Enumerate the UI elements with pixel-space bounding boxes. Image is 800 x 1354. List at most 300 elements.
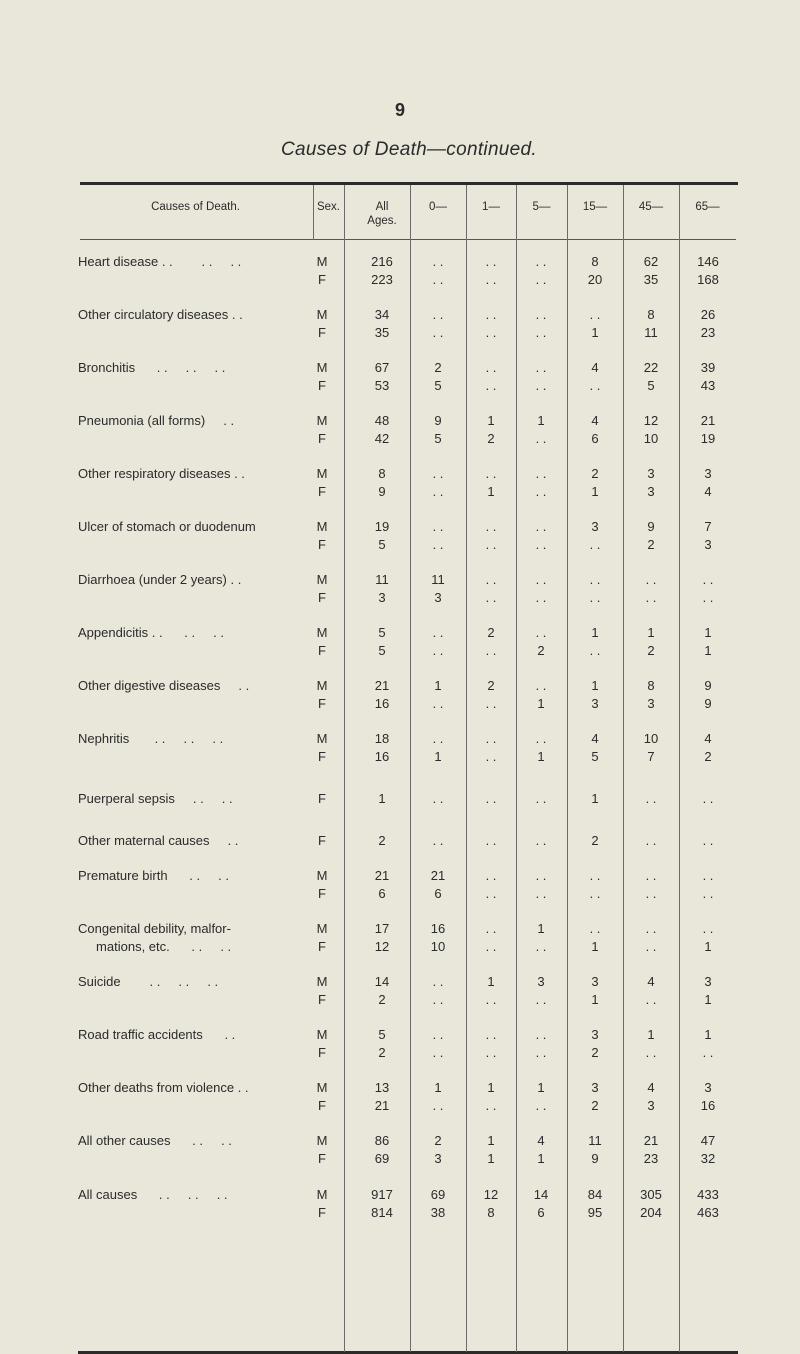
value-cell: 1 — [434, 749, 442, 764]
value-cell: 35 — [643, 272, 659, 287]
value-cell: 26 — [700, 307, 716, 322]
header-age-65: 65— — [695, 201, 720, 213]
sex-cell: M — [316, 466, 328, 481]
table-row — [78, 537, 736, 555]
dot-leader: . . . . — [174, 791, 233, 806]
value-cell: . . — [485, 1098, 497, 1113]
value-cell: 4 — [537, 1133, 545, 1148]
value-cell: 23 — [700, 325, 716, 340]
value-cell: 9 — [591, 1151, 599, 1166]
value-cell: . . — [702, 1045, 714, 1060]
value-cell: 3 — [704, 537, 712, 552]
sex-cell: M — [316, 360, 328, 375]
sex-cell: F — [318, 325, 326, 340]
value-cell: 7 — [704, 519, 712, 534]
value-cell: . . — [535, 360, 547, 375]
value-cell: 1 — [537, 1080, 545, 1095]
table-row — [78, 1098, 736, 1116]
cause-label-wrap — [78, 466, 245, 481]
table-header-rule — [80, 239, 736, 240]
dot-leader: . . . . . . — [129, 731, 224, 746]
value-cell: 3 — [591, 519, 599, 534]
cause-label-wrap — [78, 868, 229, 883]
value-cell: . . — [589, 307, 601, 322]
table-row — [78, 572, 736, 590]
value-cell: 11 — [431, 572, 445, 587]
cause-label: mations, etc. — [78, 939, 170, 954]
page-number: 9 — [394, 100, 405, 120]
sex-cell: F — [318, 1045, 326, 1060]
value-cell: 4 — [647, 974, 655, 989]
value-cell: 12 — [483, 1187, 499, 1202]
sex-cell: M — [316, 731, 328, 746]
value-cell: 47 — [700, 1133, 716, 1148]
cause-label: Other circulatory diseases — [78, 307, 229, 322]
cause-label: Other digestive diseases — [78, 678, 221, 693]
value-cell: 5 — [647, 378, 655, 393]
table-row — [78, 1027, 736, 1045]
value-cell: 1 — [537, 1151, 545, 1166]
value-cell: 3 — [704, 1080, 712, 1095]
value-cell: . . — [645, 992, 657, 1007]
value-cell: . . — [535, 791, 547, 806]
value-cell: 5 — [434, 431, 442, 446]
value-cell: . . — [432, 325, 444, 340]
value-cell: . . — [485, 519, 497, 534]
value-cell: 20 — [587, 272, 603, 287]
value-cell: 2 — [378, 833, 386, 848]
value-cell: . . — [485, 537, 497, 552]
value-cell: 1 — [591, 484, 599, 499]
value-cell: . . — [535, 625, 547, 640]
value-cell: . . — [645, 833, 657, 848]
value-cell: 4 — [591, 360, 599, 375]
cause-label: Ulcer of stomach or duodenum — [78, 519, 256, 534]
sex-cell: F — [318, 749, 326, 764]
sex-cell: M — [316, 678, 328, 693]
table-row — [78, 431, 736, 449]
value-cell: 16 — [374, 696, 390, 711]
value-cell: 9 — [434, 413, 442, 428]
table-row — [78, 1045, 736, 1063]
value-cell: 1 — [487, 1133, 495, 1148]
dot-leader: . . . . — [169, 939, 232, 954]
cause-label: Other deaths from violence — [78, 1080, 235, 1095]
value-cell: 9 — [378, 484, 386, 499]
sex-cell: F — [318, 643, 326, 658]
value-cell: . . — [535, 519, 547, 534]
dot-leader: . . . . . . — [120, 974, 219, 989]
sex-cell: F — [318, 1151, 326, 1166]
table-row — [78, 749, 736, 767]
value-cell: 2 — [487, 625, 495, 640]
sex-cell: F — [318, 537, 326, 552]
value-cell: 6 — [591, 431, 599, 446]
value-cell: 21 — [700, 413, 716, 428]
cause-label: Bronchitis — [78, 360, 136, 375]
value-cell: 21 — [374, 678, 390, 693]
value-cell: . . — [485, 1045, 497, 1060]
value-cell: . . — [535, 886, 547, 901]
value-cell: 43 — [700, 378, 716, 393]
value-cell: 5 — [434, 378, 442, 393]
value-cell: 1 — [434, 678, 442, 693]
cause-label-wrap — [78, 678, 249, 693]
cause-label-wrap — [78, 1027, 235, 1042]
value-cell: . . — [432, 307, 444, 322]
value-cell: 16 — [430, 921, 446, 936]
value-cell: 5 — [378, 643, 386, 658]
cause-label-wrap — [78, 519, 256, 534]
value-cell: . . — [702, 833, 714, 848]
value-cell: . . — [432, 272, 444, 287]
dot-leader: . . — [234, 1080, 249, 1095]
value-cell: 16 — [700, 1098, 716, 1113]
value-cell: 4 — [704, 484, 712, 499]
value-cell: 19 — [374, 519, 390, 534]
header-all-ages: All Ages. — [367, 201, 397, 227]
page-title: Causes of Death—continued. — [280, 139, 537, 160]
value-cell: 1 — [487, 1080, 495, 1095]
value-cell: 32 — [700, 1151, 716, 1166]
table-row — [78, 643, 736, 661]
value-cell: 2 — [591, 466, 599, 481]
value-cell: 21 — [643, 1133, 659, 1148]
sex-cell: M — [316, 307, 328, 322]
value-cell: 18 — [374, 731, 390, 746]
cause-label: Road traffic accidents — [78, 1027, 203, 1042]
sex-cell: M — [316, 1080, 328, 1095]
value-cell: . . — [589, 921, 601, 936]
dot-leader: . . — [209, 833, 239, 848]
cause-label: Diarrhoea (under 2 years) — [78, 572, 227, 587]
value-cell: . . — [485, 886, 497, 901]
value-cell: 3 — [591, 1080, 599, 1095]
table-row — [78, 519, 736, 537]
sex-cell: M — [316, 1027, 328, 1042]
value-cell: 42 — [374, 431, 390, 446]
table-row — [78, 791, 736, 809]
header-age-0: 0— — [429, 201, 447, 213]
cause-label: Pneumonia (all forms) — [78, 413, 206, 428]
table-row — [78, 731, 736, 749]
value-cell: 2 — [591, 833, 599, 848]
sex-cell: F — [318, 272, 326, 287]
value-cell: 21 — [374, 868, 390, 883]
value-cell: . . — [485, 254, 497, 269]
value-cell: . . — [432, 254, 444, 269]
value-cell: 2 — [487, 431, 495, 446]
table-row — [78, 974, 736, 992]
value-cell: . . — [432, 466, 444, 481]
dot-leader: . . . . . . — [148, 625, 224, 640]
value-cell: 3 — [704, 974, 712, 989]
value-cell: . . — [535, 307, 547, 322]
value-cell: 9 — [704, 678, 712, 693]
table-row — [78, 868, 736, 886]
value-cell: 3 — [378, 590, 386, 605]
value-cell: . . — [589, 378, 601, 393]
value-cell: . . — [645, 921, 657, 936]
value-cell: . . — [432, 833, 444, 848]
value-cell: . . — [535, 1098, 547, 1113]
value-cell: 1 — [704, 1027, 712, 1042]
header-age-1: 1— — [482, 201, 500, 213]
value-cell: 11 — [375, 572, 389, 587]
value-cell: . . — [432, 537, 444, 552]
value-cell: 1 — [591, 625, 599, 640]
value-cell: 2 — [378, 992, 386, 1007]
value-cell: . . — [702, 590, 714, 605]
value-cell: 19 — [700, 431, 716, 446]
value-cell: . . — [589, 868, 601, 883]
value-cell: . . — [535, 325, 547, 340]
value-cell: 3 — [434, 590, 442, 605]
value-cell: 3 — [434, 1151, 442, 1166]
value-cell: . . — [645, 868, 657, 883]
value-cell: 1 — [537, 696, 545, 711]
value-cell: 433 — [697, 1187, 719, 1202]
value-cell: . . — [535, 572, 547, 587]
value-cell: 95 — [587, 1205, 603, 1220]
value-cell: 11 — [588, 1133, 602, 1148]
value-cell: . . — [485, 868, 497, 883]
value-cell: . . — [645, 572, 657, 587]
value-cell: 8 — [378, 466, 386, 481]
table-row — [78, 590, 736, 608]
cause-label: Other maternal causes — [78, 833, 210, 848]
value-cell: 22 — [643, 360, 659, 375]
value-cell: . . — [485, 791, 497, 806]
value-cell: 16 — [374, 749, 390, 764]
value-cell: . . — [535, 537, 547, 552]
value-cell: 69 — [430, 1187, 446, 1202]
value-cell: 10 — [643, 731, 659, 746]
value-cell: . . — [589, 643, 601, 658]
sex-cell: M — [316, 572, 328, 587]
value-cell: 6 — [434, 886, 442, 901]
value-cell: 1 — [704, 992, 712, 1007]
value-cell: 10 — [430, 939, 446, 954]
table-row — [78, 833, 736, 851]
value-cell: 2 — [434, 1133, 442, 1148]
table-row — [78, 360, 736, 378]
value-cell: 8 — [487, 1205, 495, 1220]
value-cell: 1 — [647, 1027, 655, 1042]
value-cell: 463 — [697, 1205, 719, 1220]
value-cell: . . — [485, 833, 497, 848]
cause-label: Premature birth — [78, 868, 168, 883]
sex-cell: M — [316, 974, 328, 989]
value-cell: . . — [535, 1045, 547, 1060]
dot-leader: . . — [230, 466, 245, 481]
value-cell: . . — [485, 572, 497, 587]
value-cell: . . — [535, 992, 547, 1007]
value-cell: 12 — [643, 413, 659, 428]
value-cell: 48 — [374, 413, 390, 428]
value-cell: . . — [432, 1045, 444, 1060]
sex-cell: M — [316, 625, 328, 640]
value-cell: 35 — [374, 325, 390, 340]
value-cell: . . — [535, 378, 547, 393]
value-cell: . . — [589, 537, 601, 552]
dot-leader: . . . . . . — [135, 360, 226, 375]
value-cell: 84 — [587, 1187, 603, 1202]
table-row — [78, 1187, 736, 1205]
value-cell: 1 — [487, 974, 495, 989]
sex-cell: M — [316, 921, 328, 936]
cause-label-wrap — [78, 360, 225, 375]
value-cell: 6 — [378, 886, 386, 901]
value-cell: 34 — [374, 307, 390, 322]
value-cell: 17 — [374, 921, 390, 936]
table-top-rule — [80, 182, 738, 185]
table-row — [78, 886, 736, 904]
value-cell: . . — [535, 431, 547, 446]
value-cell: 5 — [591, 749, 599, 764]
table-row — [78, 325, 736, 343]
value-cell: 21 — [430, 868, 446, 883]
table-row — [78, 466, 736, 484]
value-cell: . . — [432, 791, 444, 806]
value-cell: . . — [485, 921, 497, 936]
value-cell: 2 — [591, 1045, 599, 1060]
cause-label: Puerperal sepsis — [78, 791, 175, 806]
value-cell: . . — [485, 272, 497, 287]
sex-cell: F — [318, 1098, 326, 1113]
dot-leader: . . . . . . — [158, 254, 242, 269]
value-cell: 1 — [537, 921, 545, 936]
value-cell: 9 — [704, 696, 712, 711]
value-cell: . . — [485, 590, 497, 605]
value-cell: 223 — [371, 272, 393, 287]
header-age-5: 5— — [532, 201, 551, 213]
value-cell: . . — [485, 731, 497, 746]
cause-label-wrap — [78, 791, 233, 806]
cause-label-wrap — [78, 307, 243, 322]
cause-label-wrap — [78, 939, 231, 954]
value-cell: 21 — [374, 1098, 390, 1113]
value-cell: 23 — [643, 1151, 659, 1166]
value-cell: 38 — [430, 1205, 446, 1220]
value-cell: 67 — [374, 360, 390, 375]
value-cell: 1 — [378, 791, 386, 806]
value-cell: 14 — [374, 974, 390, 989]
sex-cell: F — [318, 431, 326, 446]
value-cell: . . — [645, 886, 657, 901]
value-cell: 69 — [374, 1151, 390, 1166]
value-cell: 3 — [591, 1027, 599, 1042]
value-cell: . . — [485, 360, 497, 375]
value-cell: . . — [485, 939, 497, 954]
cause-label-wrap — [78, 625, 224, 640]
value-cell: . . — [432, 1098, 444, 1113]
value-cell: 4 — [704, 731, 712, 746]
table-row — [78, 1151, 736, 1169]
dot-leader: . . . . — [170, 1133, 232, 1148]
sex-cell: F — [318, 378, 326, 393]
value-cell: 2 — [537, 643, 545, 658]
cause-label: Congenital debility, malfor- — [78, 921, 231, 936]
value-cell: 1 — [591, 678, 599, 693]
value-cell: . . — [535, 1027, 547, 1042]
sex-cell: F — [318, 886, 326, 901]
table-row — [78, 307, 736, 325]
value-cell: . . — [485, 307, 497, 322]
value-cell: 2 — [378, 1045, 386, 1060]
cause-label: All other causes — [78, 1133, 171, 1148]
value-cell: 305 — [640, 1187, 662, 1202]
value-cell: 2 — [487, 678, 495, 693]
value-cell: 1 — [434, 1080, 442, 1095]
cause-label-wrap — [78, 413, 234, 428]
value-cell: 5 — [378, 1027, 386, 1042]
cause-label-wrap — [78, 731, 223, 746]
value-cell: 86 — [374, 1133, 390, 1148]
value-cell: . . — [432, 519, 444, 534]
value-cell: . . — [432, 643, 444, 658]
value-cell: 3 — [647, 466, 655, 481]
table-row — [78, 625, 736, 643]
value-cell: 168 — [697, 272, 719, 287]
value-cell: 2 — [591, 1098, 599, 1113]
cause-label-wrap — [78, 572, 241, 587]
value-cell: 1 — [537, 749, 545, 764]
value-cell: 4 — [647, 1080, 655, 1095]
value-cell: . . — [589, 572, 601, 587]
header-causes: Causes of Death. — [151, 201, 240, 213]
value-cell: . . — [485, 749, 497, 764]
value-cell: . . — [485, 643, 497, 658]
value-cell: . . — [535, 833, 547, 848]
value-cell: 917 — [371, 1187, 393, 1202]
cause-label-wrap — [78, 254, 241, 269]
cause-label-wrap — [78, 1133, 232, 1148]
value-cell: 3 — [647, 484, 655, 499]
value-cell: . . — [535, 466, 547, 481]
value-cell: 13 — [374, 1080, 390, 1095]
value-cell: . . — [702, 572, 714, 587]
sex-cell: F — [318, 939, 326, 954]
cause-label: Nephritis — [78, 731, 130, 746]
value-cell: 1 — [591, 791, 599, 806]
sex-cell: F — [318, 484, 326, 499]
value-cell: 8 — [647, 307, 655, 322]
value-cell: . . — [535, 868, 547, 883]
value-cell: 2 — [434, 360, 442, 375]
table-row — [78, 484, 736, 502]
dot-leader: . . . . — [167, 868, 229, 883]
value-cell: . . — [535, 731, 547, 746]
value-cell: . . — [589, 590, 601, 605]
value-cell: 53 — [374, 378, 390, 393]
sex-cell: F — [318, 1205, 326, 1220]
value-cell: 4 — [591, 731, 599, 746]
sex-cell: M — [316, 1133, 328, 1148]
value-cell: . . — [589, 886, 601, 901]
cause-label: Heart disease — [78, 254, 159, 269]
value-cell: . . — [432, 696, 444, 711]
value-cell: 1 — [537, 413, 545, 428]
value-cell: 3 — [537, 974, 545, 989]
value-cell: 3 — [704, 466, 712, 481]
cause-label: All causes — [78, 1187, 138, 1202]
value-cell: 11 — [644, 325, 658, 340]
value-cell: 62 — [643, 254, 659, 269]
value-cell: 1 — [487, 484, 495, 499]
sex-cell: M — [316, 1187, 328, 1202]
cause-label-wrap — [78, 1187, 228, 1202]
